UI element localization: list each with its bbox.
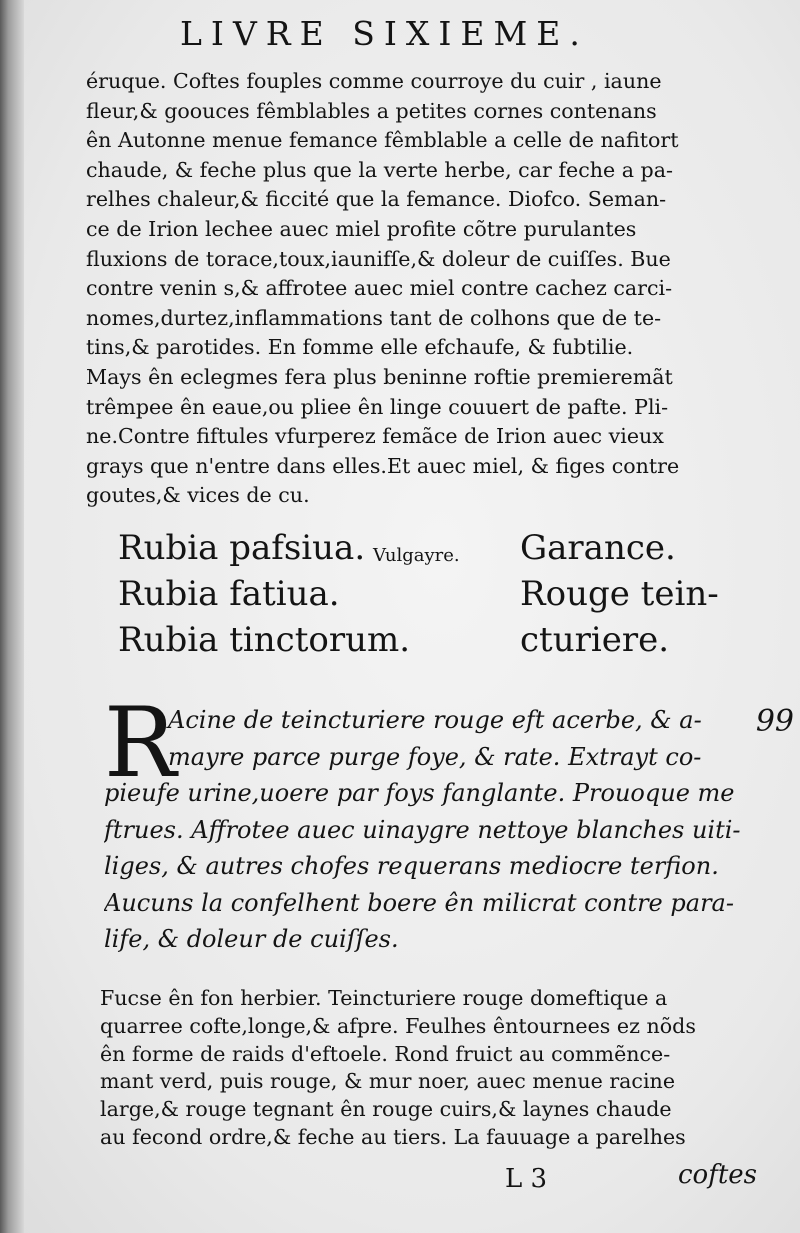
text-line: ftrues. Affrotee auec uinaygre nettoye blanches uiti- — [104, 815, 741, 844]
text-line: ce de Irion lechee auec miel profite cõtre purulantes — [86, 216, 637, 241]
text-line: liges, & autres chofes requerans mediocre terfion. — [104, 852, 719, 880]
text-line: Mays ên eclegmes fera plus beninne roftie premieremãt — [86, 364, 673, 389]
binding-gutter — [0, 0, 24, 1233]
drop-capital: R — [104, 687, 177, 799]
plant-name-headings — [118, 527, 728, 677]
text-line: relhes chaleur,& ficcité que la femance. Diofco. Seman- — [86, 187, 667, 212]
text-line: fleur,& goouces fêmblables a petites cornes contenans — [86, 98, 657, 123]
text-line: mant verd, puis rouge, & mur noer, auec menue racine — [100, 1069, 676, 1094]
text-line: goutes,& vices de cu. — [86, 483, 310, 508]
french-name: Garance. — [520, 528, 676, 568]
text-line: nomes,durtez,inflammations tant de colhons que de te- — [86, 305, 662, 330]
french-name: cturiere. — [520, 620, 670, 660]
text-line: trêmpee ên eaue,ou pliee ên linge couuert de pafte. Pli- — [86, 394, 669, 419]
vulgar-label: Vulgayre. — [373, 545, 460, 566]
text-line: quarree cofte,longe,& afpre. Feulhes êntournees ez nõds — [100, 1013, 696, 1038]
text-line: mayre parce purge foye, & rate. Extrayt co- — [168, 742, 702, 771]
text-line: ên forme de raids d'eftoele. Rond fruict au commẽnce- — [100, 1041, 671, 1066]
catchword: coftes — [678, 1160, 758, 1190]
text-line: ên Autonne menue femance fêmblable a celle de nafitort — [86, 128, 679, 153]
text-line: fluxions de torace,toux,iaunifſe,& doleur de cuiſſes. Bue — [86, 246, 671, 271]
paragraph-1 — [86, 67, 741, 511]
text-line: au fecond ordre,& feche au tiers. La fauuage a parelhes — [100, 1124, 686, 1149]
text-line: Acine de teincturiere rouge eft acerbe, & a- — [168, 706, 702, 734]
paragraph-3 — [100, 985, 740, 1152]
text-line: grays que n'entre dans elles.Et auec miel, & figes contre — [86, 453, 680, 478]
text-line: Aucuns la confelhent boere ên milicrat contre para- — [104, 888, 734, 917]
text-line: Fucse ên fon herbier. Teincturiere rouge domeftique a — [100, 986, 668, 1010]
paragraph-2 — [104, 687, 744, 958]
folio-number: 99 — [755, 704, 794, 739]
running-head: LIVRE SIXIEME. — [180, 14, 589, 53]
text-line: ne.Contre fiftules vfurperez femãce de Irion auec vieux — [86, 424, 664, 449]
text-line: pieufe urine,uoere par foys fanglante. Prouoque me — [104, 779, 735, 807]
text-line: éruque. Coftes fouples comme courroye du cuir , iaune — [86, 69, 662, 93]
latin-name: Rubia fatiua. — [118, 574, 340, 614]
latin-name: Rubia pafsiua. — [118, 528, 366, 568]
text-line: chaude, & feche plus que la verte herbe, car feche a pa- — [86, 157, 673, 182]
text-line: large,& rouge tegnant ên rouge cuirs,& laynes chaude — [100, 1097, 672, 1122]
text-line: contre venin s,& affrotee auec miel contre cachez carci- — [86, 276, 673, 301]
text-line: tins,& parotides. En fomme elle efchaufe, & fubtilie. — [86, 335, 634, 360]
latin-name: Rubia tinctorum. — [118, 620, 411, 660]
signature-mark: L 3 — [505, 1164, 548, 1194]
french-name: Rouge tein- — [520, 574, 719, 614]
text-line: life, & doleur de cuiſſes. — [104, 925, 399, 953]
